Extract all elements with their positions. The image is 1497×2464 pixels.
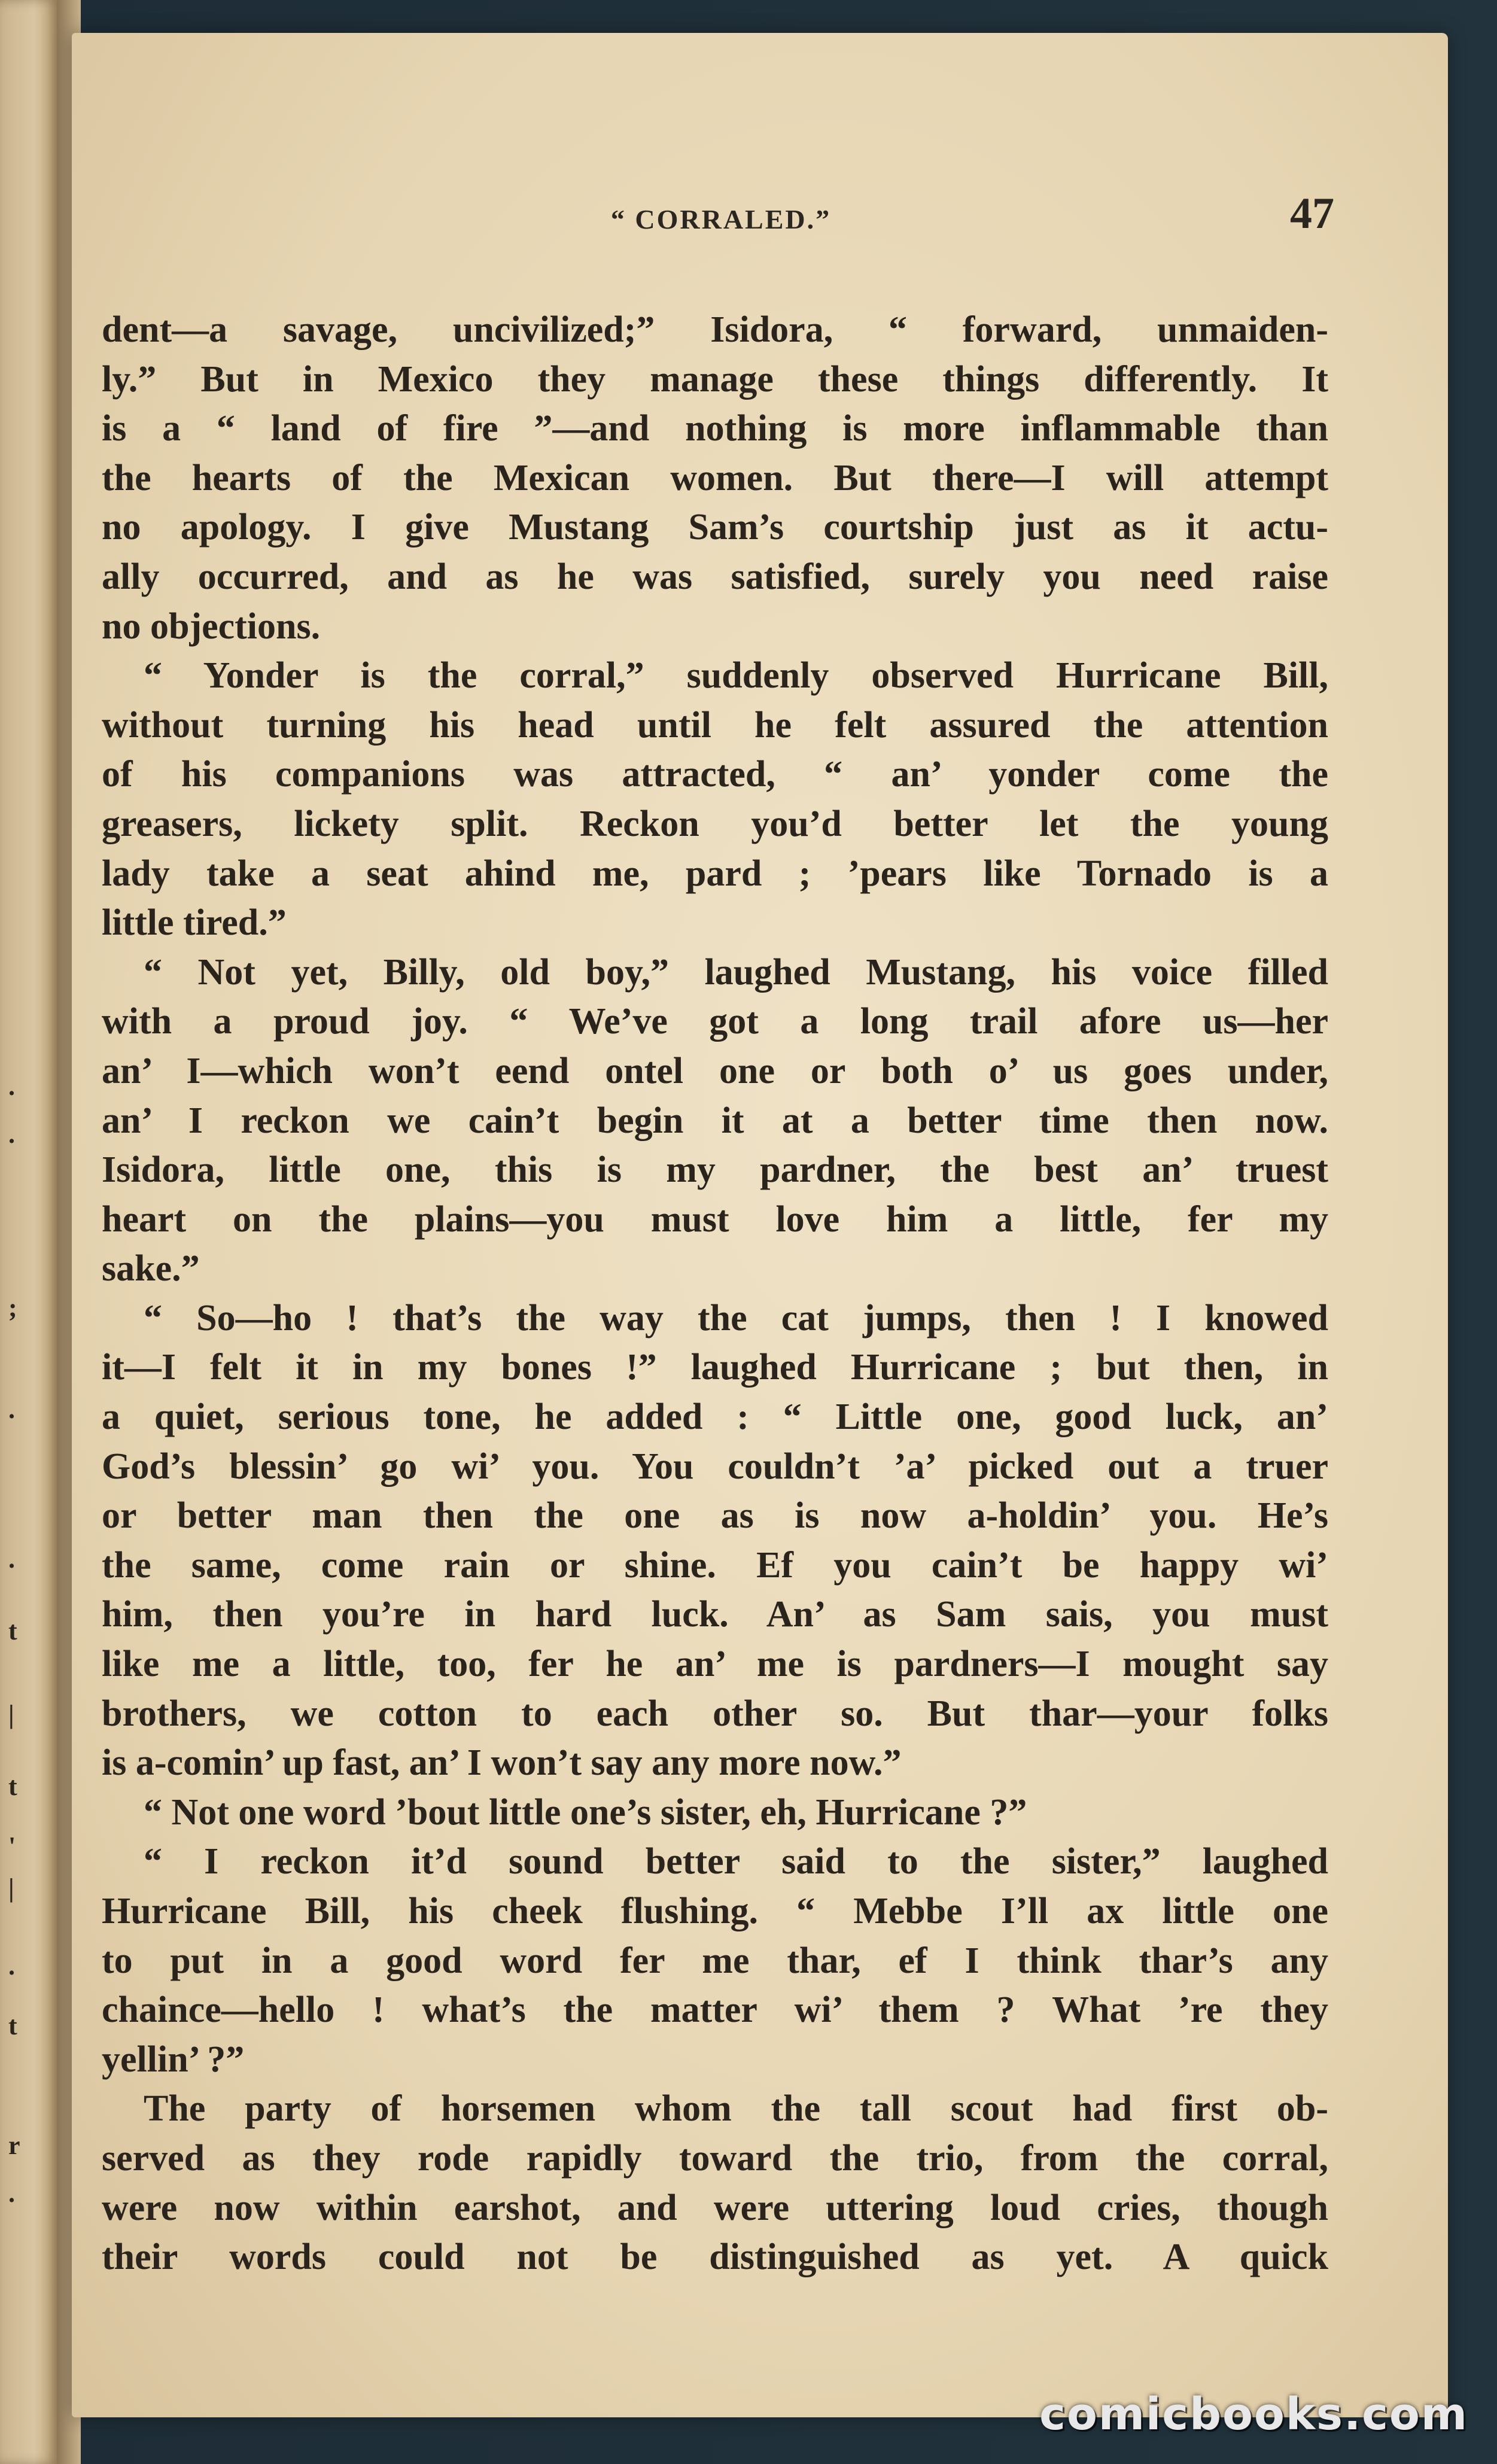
text-line: of his companions was attracted, “ an’ yonder come the — [102, 754, 1328, 795]
text-line: “ Yonder is the corral,” suddenly observed Hurricane Bill, — [144, 655, 1328, 696]
left-margin-mark: . — [8, 2179, 15, 2208]
text-line: chaince—hello ! what’s the matter wi’ them ? What ’re they — [102, 1990, 1328, 2031]
text-line: yellin’ ?” — [102, 2039, 245, 2080]
left-margin-mark: t — [8, 2011, 17, 2040]
text-line: “ Not yet, Billy, old boy,” laughed Mustang, his voice filled — [144, 951, 1328, 993]
left-margin-mark: . — [8, 1951, 15, 1981]
left-margin-mark: . — [8, 1120, 15, 1149]
text-line: “ I reckon it’d sound better said to the sister,” laughed — [144, 1841, 1328, 1882]
text-line: like me a little, too, fer he an’ me is pardners—I mought say — [102, 1644, 1328, 1685]
left-margin-mark: t — [8, 1616, 17, 1645]
text-line: no objections. — [102, 606, 321, 647]
text-line: heart on the plains—you must love him a little, fer my — [102, 1198, 1328, 1240]
left-margin-mark: . — [8, 1395, 15, 1424]
watermark-logo: comicbooks.com — [1039, 2389, 1468, 2440]
text-line: the hearts of the Mexican women. But there—I will attempt — [102, 457, 1328, 498]
text-line: a quiet, serious tone, he added : “ Little one, good luck, an’ — [102, 1397, 1328, 1438]
text-line: “ So—ho ! that’s the way the cat jumps, then ! I knowed — [144, 1297, 1328, 1339]
book-page — [72, 33, 1448, 2417]
text-line: Isidora, little one, this is my pardner, the best an’ truest — [102, 1149, 1328, 1191]
text-line: ly.” But in Mexico they manage these things differently. It — [102, 358, 1328, 400]
text-line: is a-comin’ up fast, an’ I won’t say any more now.” — [102, 1742, 902, 1784]
left-margin-mark: . — [8, 1544, 15, 1574]
text-line: or better man then the one as is now a-holdin’ you. He’s — [102, 1495, 1328, 1537]
text-line: “ Not one word ’bout little one’s sister, eh, Hurricane ?” — [144, 1791, 1027, 1833]
text-line: dent—a savage, uncivilized;” Isidora, “ forward, unmaiden- — [102, 309, 1328, 350]
text-line: no apology. I give Mustang Sam’s courtship just as it actu- — [102, 507, 1328, 548]
text-line: with a proud joy. “ We’ve got a long trail afore us—her — [102, 1001, 1328, 1042]
left-margin-mark: r — [8, 2131, 20, 2160]
running-title: “ CORRALED.” — [610, 204, 832, 235]
text-line: served as they rode rapidly toward the trio, from the corral, — [102, 2137, 1328, 2179]
text-line: an’ I—which won’t eend ontel one or both o’ us goes under, — [102, 1050, 1328, 1091]
text-line: The party of horsemen whom the tall scout had first ob- — [144, 2088, 1328, 2130]
text-line: sake.” — [102, 1248, 200, 1289]
text-line: is a “ land of fire ”—and nothing is more inflammable than — [102, 408, 1328, 449]
left-margin-mark: | — [8, 1873, 14, 1903]
text-line: to put in a good word fer me thar, ef I think thar’s any — [102, 1940, 1328, 1981]
text-line: lady take a seat ahind me, pard ; ’pears like Tornado is a — [102, 853, 1328, 894]
left-margin-mark: ; — [8, 1293, 17, 1322]
left-margin-mark: | — [8, 1700, 14, 1729]
running-head — [108, 185, 1334, 251]
body-text — [102, 305, 1328, 2282]
left-margin-mark: . — [8, 1072, 15, 1101]
text-line: were now within earshot, and were uttering loud cries, though — [102, 2187, 1328, 2228]
text-line: without turning his head until he felt assured the attention — [102, 704, 1328, 746]
text-line: greasers, lickety split. Reckon you’d better let the young — [102, 803, 1328, 844]
text-line: little tired.” — [102, 902, 287, 944]
text-line: him, then you’re in hard luck. An’ as Sam sais, you must — [102, 1594, 1328, 1635]
text-line: brothers, we cotton to each other so. But thar—your folks — [102, 1693, 1328, 1734]
text-line: the same, come rain or shine. Ef you cain’t be happy wi’ — [102, 1544, 1328, 1586]
left-margin-mark: t — [8, 1772, 17, 1801]
left-page-edge — [0, 0, 57, 2464]
text-line: ally occurred, and as he was satisfied, surely you need raise — [102, 556, 1328, 597]
left-margin-mark: ' — [8, 1832, 16, 1861]
page-number: 47 — [1290, 189, 1334, 238]
text-line: it—I felt it in my bones !” laughed Hurricane ; but then, in — [102, 1347, 1328, 1388]
text-line: Hurricane Bill, his cheek flushing. “ Mebbe I’ll ax little one — [102, 1891, 1328, 1931]
text-line: their words could not be distinguished as yet. A quick — [102, 2237, 1328, 2278]
text-line: an’ I reckon we cain’t begin it at a better time then now. — [102, 1100, 1328, 1141]
text-line: God’s blessin’ go wi’ you. You couldn’t ’a’ picked out a truer — [102, 1446, 1328, 1487]
